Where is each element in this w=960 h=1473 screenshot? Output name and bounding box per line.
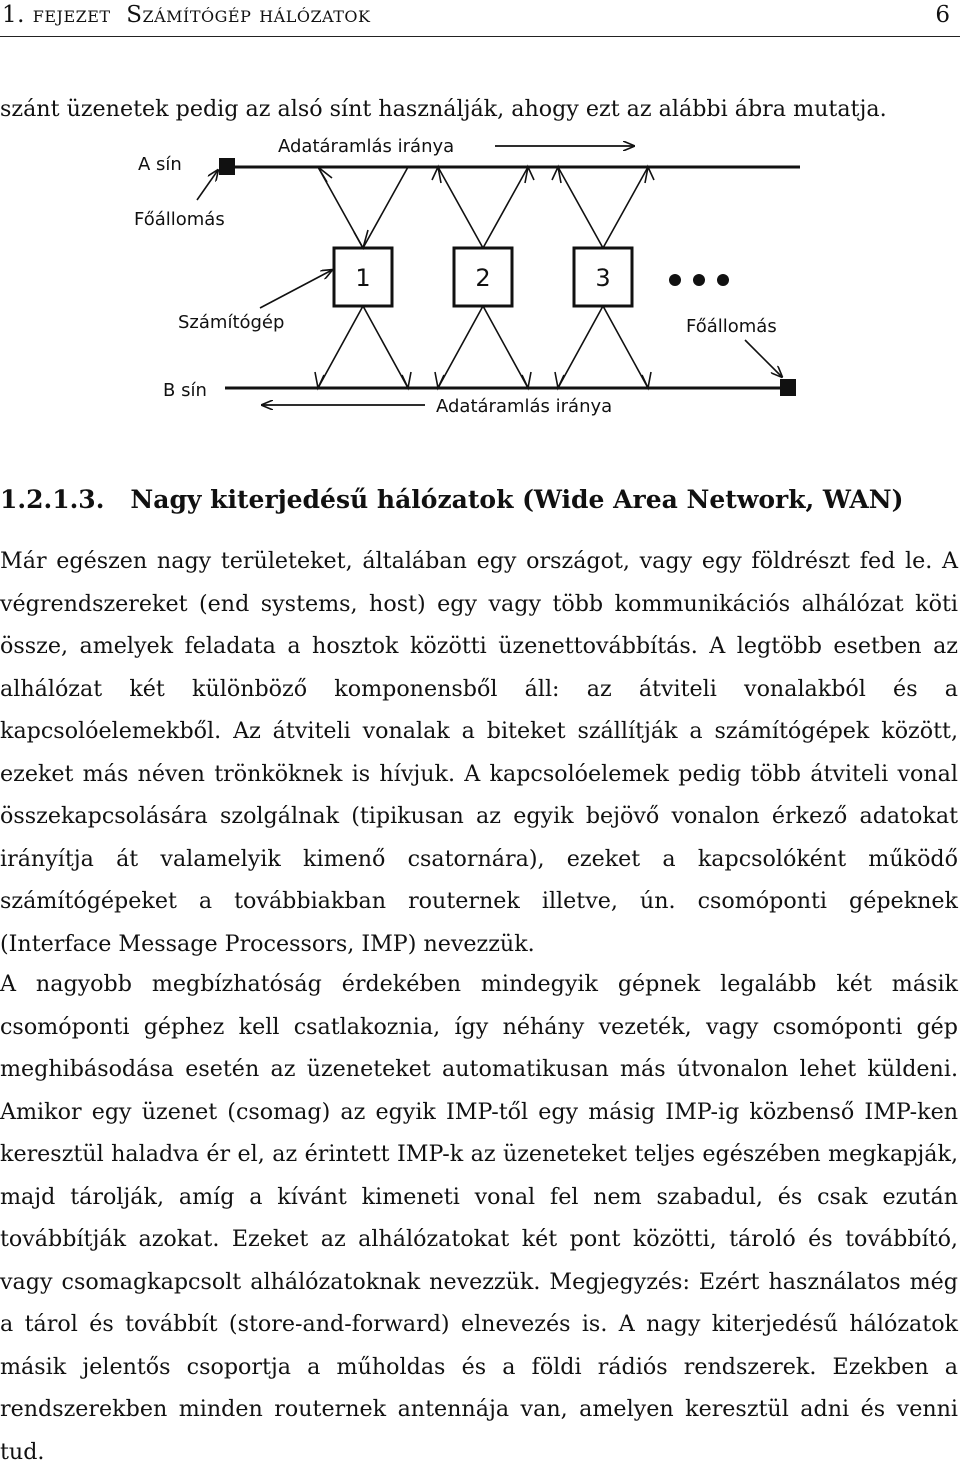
- top-flow-label: Adatáramlás iránya: [278, 136, 455, 157]
- intro-paragraph: szánt üzenetek pedig az alsó sínt használják, ahogy ezt az alábbi ábra mutatja.: [0, 96, 887, 122]
- body-paragraph: A nagyobb megbízhatóság érdekében mindegyik gépnek legalább két másik csomóponti géphez kell csatlakoznia, így néhány vezeték, vagy csomóponti gép meghibásodása esetén az üzeneteket automatikusan más útvonalon lehet küldeni. Amikor egy üzenet (csomag) az egyik IMP-től egy másig IMP-ig közbenső IMP-ken keresztül haladva ér el, az érintett IMP-k az üzeneteket teljes egészében megkapják, majd tárolják, amíg a kívánt kimeneti vonal fel nem szabadul, és csak ezután továbbítják azokat. Ezeket az alhálózatokat két pont közötti, tároló és továbbító, vagy csomagkapcsolt alhálózatoknak nevezzük. Megjegyzés: Ezért használatos még a tárol és továbbít (store-and-forward) elnevezés is. A nagy kiterjedésű hálózatok másik jelentős csoportja a műholdas és a földi rádiós rendszerek. Ezekben a rendszerekben minden routernek antennája van, amelyen keresztül adni és venni tud.: [0, 971, 958, 1465]
- top-master-label: Főállomás: [134, 209, 225, 230]
- body-paragraph: Már egészen nagy területeket, általában egy országot, vagy egy földrészt fed le. A végrendszereket (end systems, host) egy vagy több kommunikációs alhálózat köti össze, amelyek feladata a hosztok közötti üzenettovábbítás. A legtöbb esetben az alhálózat két különböző komponensből áll: az átviteli vonalakból és a kapcsolóelemekből. Az átviteli vonalak a biteket szállítják a számítógépek között, ezeket más néven trönköknek is hívjuk. A kapcsolóelemek pedig több átviteli vonal összekapcsolására szolgálnak (tipikusan az egyik bejövő vonalon érkező adatokat irányítja át valamelyik kimenő csatornára), ezeket a kapcsolóként működő számítógépeket a továbbiakban routernek illetve, ún. csomóponti gépeknek (Interface Message Processors, IMP) nevezzük.: [0, 548, 958, 957]
- page-header: [0, 0, 960, 37]
- station-label-1: 1: [355, 264, 371, 292]
- bottom-master-terminal: [780, 379, 796, 396]
- section-title: Nagy kiterjedésű hálózatok (Wide Area Network, WAN): [130, 485, 904, 514]
- computer-pointer: [260, 270, 332, 308]
- chapter-label: 1. fejezet: [2, 2, 111, 28]
- dual-bus-diagram: [0, 120, 960, 430]
- bottom-flow-label: Adatáramlás iránya: [436, 396, 613, 417]
- ellipsis-dot: [717, 274, 729, 286]
- bottom-master-label: Főállomás: [686, 316, 777, 337]
- top-bus-label: A sín: [138, 154, 182, 175]
- computer-label: Számítógép: [178, 312, 285, 333]
- bottom-master-pointer: [745, 340, 782, 377]
- chapter-title: Számítógép hálózatok: [126, 2, 371, 28]
- station-label-2: 2: [475, 264, 491, 292]
- section-heading: [0, 480, 958, 520]
- ellipsis-dot: [693, 274, 705, 286]
- running-head: [2, 2, 370, 28]
- top-master-terminal: [219, 158, 235, 175]
- section-number: 1.2.1.3.: [0, 485, 105, 514]
- bottom-bus-label: B sín: [163, 380, 207, 401]
- ellipsis-dot: [669, 274, 681, 286]
- page-number: 6: [935, 2, 950, 28]
- station-label-3: 3: [595, 264, 611, 292]
- top-master-pointer: [197, 170, 218, 200]
